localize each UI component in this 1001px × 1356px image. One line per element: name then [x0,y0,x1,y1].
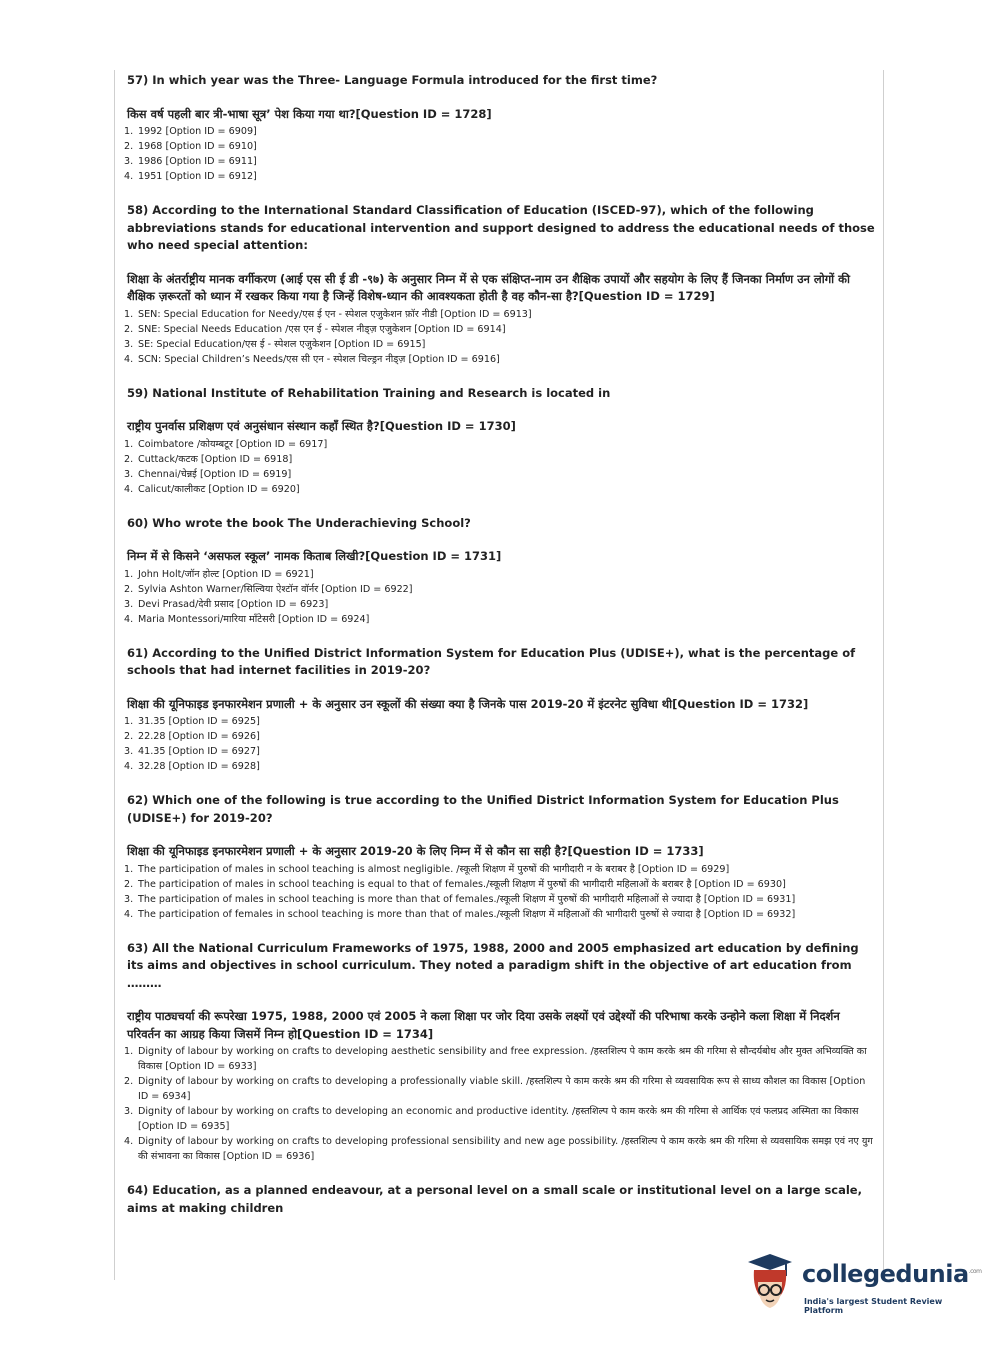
option-item: 4. Dignity of labour by working on crafts to developing professional sensibility and new age possibility. /हस्तशिल्प पे काम करके श्रम की गरिमा से व्यवसायिक समझ एवं नए युग की संभावना का विकास [Option ID = 6936] [124,1136,873,1162]
option-item: 4. 1951 [Option ID = 6912] [124,171,257,182]
question-64 [127,1182,875,1217]
question-text-en: 60) Who wrote the book The Underachieving School? [127,515,471,530]
option-item: 3. 41.35 [Option ID = 6927] [124,746,260,757]
option-item: 2. 1968 [Option ID = 6910] [124,141,257,152]
option-item: 2. Sylvia Ashton Warner/सिल्विया ऐश्टॉन वॉर्नर [Option ID = 6922] [124,583,413,595]
option-item: 4. Calicut/कालीकट [Option ID = 6920] [124,483,300,495]
collegedunia-logo [742,1252,982,1315]
option-item: 2. SNE: Special Needs Education /एस एन ई - स्पेशल नीड्ज़ एजुकेशन [Option ID = 6914] [124,323,506,335]
option-item: 3. 1986 [Option ID = 6911] [124,156,257,167]
brand-tagline: India's largest Student Review Platform [804,1297,943,1315]
option-item: 2. The participation of males in school teaching is equal to that of females./स्कूली शिक्षण में पुरुषों की भागीदारी महिलाओं के बराबर है [Option ID = 6930] [124,878,786,890]
option-item: 1. John Holt/जॉन होल्ट [Option ID = 6921] [124,568,314,580]
option-item: 1. 31.35 [Option ID = 6925] [124,716,260,727]
question-63 [124,940,875,1165]
question-text-en: 64) Education, as a planned endeavour, at a personal level on a small scale or institutional level on a large scale, aims at making children [127,1183,862,1215]
question-text-hi: राष्ट्रीय पुनर्वास प्रशिक्षण एवं अनुसंधान संस्थान कहाँ स्थित है?[Question ID = 1730] [127,419,516,433]
option-list [124,124,875,184]
option-item: 3. Chennai/चेन्नई [Option ID = 6919] [124,468,292,480]
option-item: 1. The participation of males in school teaching is almost negligible. /स्कूली शिक्षण में पुरुषों की भागीदारी न के बराबर है [Option ID = 6929] [124,863,730,875]
option-item: 4. 32.28 [Option ID = 6928] [124,761,260,772]
option-item: 2. 22.28 [Option ID = 6926] [124,731,260,742]
option-item: 3. Dignity of labour by working on crafts to developing an economic and productive identity. /हस्तशिल्प पे काम करके श्रम की गरिमा से आर्थिक एवं फलप्रद अस्मिता का विकास [Option ID = 6935] [124,1106,859,1132]
question-59 [124,385,875,497]
option-list [124,862,875,922]
option-item: 2. Cuttack/कटक [Option ID = 6918] [124,453,293,465]
question-61 [124,645,875,775]
option-item: 4. The participation of females in school teaching is more than that of males./स्कूली शिक्षण में महिलाओं की भागीदारी पुरुषों से ज्यादा है [Option ID = 6932] [124,908,796,920]
question-text-en: 62) Which one of the following is true according to the Unified District Information System for Education Plus (UDISE+) for 2019-20? [127,793,839,825]
question-list [124,72,875,1233]
question-text-hi: शिक्षा के अंतर्राष्ट्रीय मानक वर्गीकरण (आई एस सी ई डी -९७) के अनुसार निम्न में से एक संक्षिप्त-नाम उन शैक्षिक उपायों और सहयोग के लिए हैं जिनका निर्माण उन लोगों की शैक्षिक ज़रूरतों को ध्यान में रखकर किया गया है जिन्हें विशेष-ध्यान की आवश्यकता होती है वह कौन-सा है?[Question ID = 1729] [127,271,850,303]
page-border-left [114,70,115,1280]
option-item: 1. SEN: Special Education for Needy/एस ई एन - स्पेशल एजुकेशन फ़ॉर नीडी [Option ID = 6913] [124,308,532,320]
option-item: 1. Dignity of labour by working on crafts to developing aesthetic sensibility and free expression. /हस्तशिल्प पे काम करके श्रम की गरिमा से सौन्दर्यबोध और मुक्त अभिव्यक्ति का विकास [Option ID = 6933] [124,1046,867,1072]
question-text-hi: किस वर्ष पहली बार त्री-भाषा सूत्र’ पेश किया गया था?[Question ID = 1728] [127,106,492,121]
option-list [124,567,875,627]
page-border-right [883,70,884,1280]
question-text-en: 59) National Institute of Rehabilitation Training and Research is located in [127,385,611,400]
question-text-hi: निम्न में से किसने ‘असफल स्कूल’ नामक किताब लिखी?[Question ID = 1731] [127,549,502,563]
option-item: 3. SE: Special Education/एस ई - स्पेशल एजुकेशन [Option ID = 6915] [124,338,426,350]
question-text-hi: शिक्षा की यूनिफाइड इनफारमेशन प्रणाली + के अनुसार उन स्कूलों की संख्या क्या है जिनके पास 2019-20 में इंटरनेट सुविधा थी[Question ID = 1732] [127,696,809,711]
question-text-en: 58) According to the International Standard Classification of Education (ISCED-97), which of the following abbreviations stands for educational intervention and support designed to address the educational needs of those who need special attention: [127,203,875,252]
question-text-en: 63) All the National Curriculum Frameworks of 1975, 1988, 2000 and 2005 emphasized art education by defining its aims and objectives in school curriculum. They noted a paradigm shift in the objective of art education from ……… [127,940,859,990]
question-62 [124,792,875,922]
question-text-hi: राष्ट्रीय पाठ्यचर्या की रूपरेखा 1975, 1988, 2000 एवं 2005 ने कला शिक्षा पर जोर दिया उसके लक्ष्यों एवं उद्देश्यों की परिभाषा करके उन्होने कला शिक्षा में निदर्शन परिवर्तन का आग्रह किया जिसमें निम्न हो[Question ID = 1734] [127,1009,840,1041]
option-list [124,714,875,774]
option-item: 1. 1992 [Option ID = 6909] [124,126,257,137]
option-list [124,1044,875,1164]
mascot-icon [742,1252,798,1312]
question-58 [124,202,875,367]
option-item: 1. Coimbatore /कोयम्बटूर [Option ID = 6917] [124,438,328,450]
option-list [124,437,875,497]
question-text-en: 57) In which year was the Three- Language Formula introduced for the first time? [127,73,658,87]
question-text-hi: शिक्षा की यूनिफाइड इनफारमेशन प्रणाली + के अनुसार 2019-20 के लिए निम्न में से कौन सा सही है?[Question ID = 1733] [127,844,704,858]
option-item: 2. Dignity of labour by working on crafts to developing a professionally viable skill. /हस्तशिल्प पे काम करके श्रम की गरिमा से व्यवसायिक रूप से साध्य कौशल का विकास [Option ID = 6934] [124,1076,866,1102]
option-list [124,307,875,367]
brand-name: collegedunia$^{.com}$ [802,1260,982,1288]
question-60 [124,515,875,627]
option-item: 3. The participation of males in school teaching is more than that of females./स्कूली शिक्षण में पुरुषों की भागीदारी महिलाओं से ज्यादा है [Option ID = 6931] [124,893,796,905]
question-57 [124,72,875,184]
question-text-en: 61) According to the Unified District Information System for Education Plus (UDISE+), what is the percentage of schools that had internet facilities in 2019-20? [127,645,856,677]
option-item: 4. Maria Montessori/मारिया मॉंटेसरी [Option ID = 6924] [124,613,370,625]
option-item: 3. Devi Prasad/देवी प्रसाद [Option ID = 6923] [124,598,329,610]
option-item: 4. SCN: Special Children’s Needs/एस सी एन - स्पेशल चिल्ड्रन नीड्ज़ [Option ID = 6916] [124,353,500,365]
